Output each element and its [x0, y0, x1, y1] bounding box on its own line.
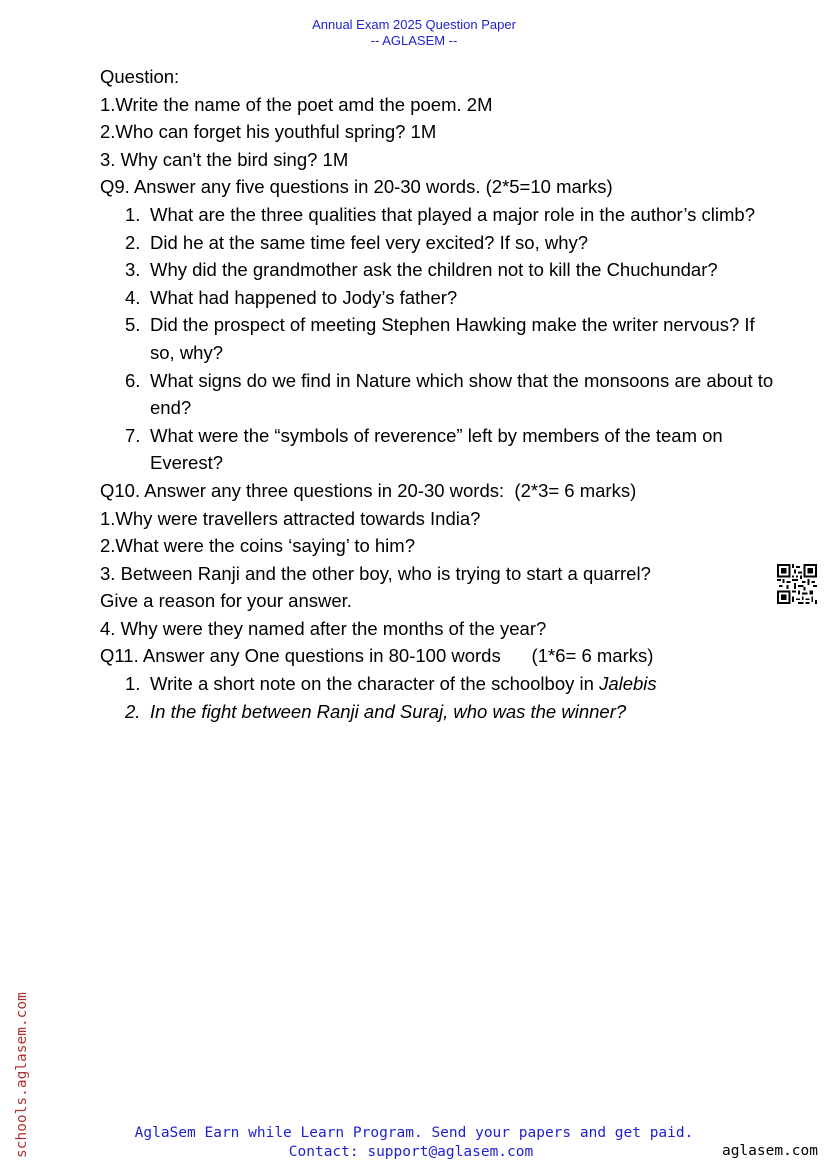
item-text: What were the “symbols of reverence” left by members of the team on Everest? — [150, 424, 723, 474]
intro-line: 1.Write the name of the poet amd the poem. 2M — [100, 93, 493, 115]
q9-heading: Q9. Answer any five questions in 20-30 words. (2*5=10 marks) — [100, 176, 613, 198]
page-header — [0, 17, 828, 49]
qr-code-icon — [777, 564, 817, 604]
q10-heading: Q10. Answer any three questions in 20-30 words: (2*3= 6 marks) — [100, 479, 637, 501]
intro-line: 3. Why can't the bird sing? 1M — [100, 148, 349, 170]
item-number: 1. — [125, 203, 141, 225]
list-item — [100, 670, 780, 698]
item-text-italic: Jalebis — [599, 673, 657, 695]
item-text: What are the three qualities that played a major role in the author’s climb? — [150, 203, 756, 225]
item-text: Did the prospect of meeting Stephen Hawking make the writer nervous? If so, why? — [150, 314, 755, 363]
item-text: Did he at the same time feel very excited? If so, why? — [150, 231, 589, 253]
q10-line: 3. Between Ranji and the other boy, who is trying to start a quarrel? — [100, 562, 651, 584]
q10-line: 1.Why were travellers attracted towards India? — [100, 507, 481, 529]
page-footer — [0, 1124, 828, 1162]
item-number: 5. — [125, 314, 141, 336]
list-item — [100, 367, 780, 422]
list-item — [100, 284, 780, 312]
item-number: 7. — [125, 424, 141, 446]
q10-line: 2.What were the coins ‘saying’ to him? — [100, 535, 415, 557]
list-item — [100, 256, 780, 284]
q10-line: Give a reason for your answer. — [100, 590, 352, 612]
intro-line: 2.Who can forget his youthful spring? 1M — [100, 121, 437, 143]
item-text: Why did the grandmother ask the children not to kill the Chuchundar? — [150, 259, 718, 281]
footer-contact: Contact: support@aglasem.com — [288, 1144, 534, 1160]
list-item — [100, 698, 780, 726]
side-watermark: schools.aglasem.com — [14, 992, 30, 1158]
list-item — [100, 201, 780, 229]
item-number: 4. — [125, 286, 141, 308]
item-text: What had happened to Jody’s father? — [150, 286, 458, 308]
item-text: Write a short note on the character of the schoolboy in — [150, 673, 600, 695]
q11-list — [100, 670, 780, 725]
footer-promo: AglaSem Earn while Learn Program. Send your papers and get paid. — [134, 1125, 694, 1141]
item-number: 2. — [125, 700, 141, 722]
list-item — [100, 229, 780, 257]
item-number: 2. — [125, 231, 141, 253]
item-number: 6. — [125, 369, 141, 391]
question-content — [100, 63, 780, 725]
q9-list — [100, 201, 780, 477]
q10-line: 4. Why were they named after the months of the year? — [100, 617, 547, 639]
list-item — [100, 311, 780, 366]
list-item — [100, 422, 780, 477]
item-number: 1. — [125, 673, 141, 695]
intro-line: Question: — [100, 66, 180, 87]
item-number: 3. — [125, 259, 141, 281]
exam-subtitle: -- AGLASEM -- — [370, 33, 458, 48]
exam-title: Annual Exam 2025 Question Paper — [312, 17, 516, 32]
footer-brand: aglasem.com — [721, 1143, 818, 1159]
item-text: In the fight between Ranji and Suraj, who was the winner? — [150, 700, 627, 722]
item-text: What signs do we find in Nature which show that the monsoons are about to end? — [150, 369, 774, 419]
q11-heading: Q11. Answer any One questions in 80-100 words (1*6= 6 marks) — [100, 645, 654, 667]
